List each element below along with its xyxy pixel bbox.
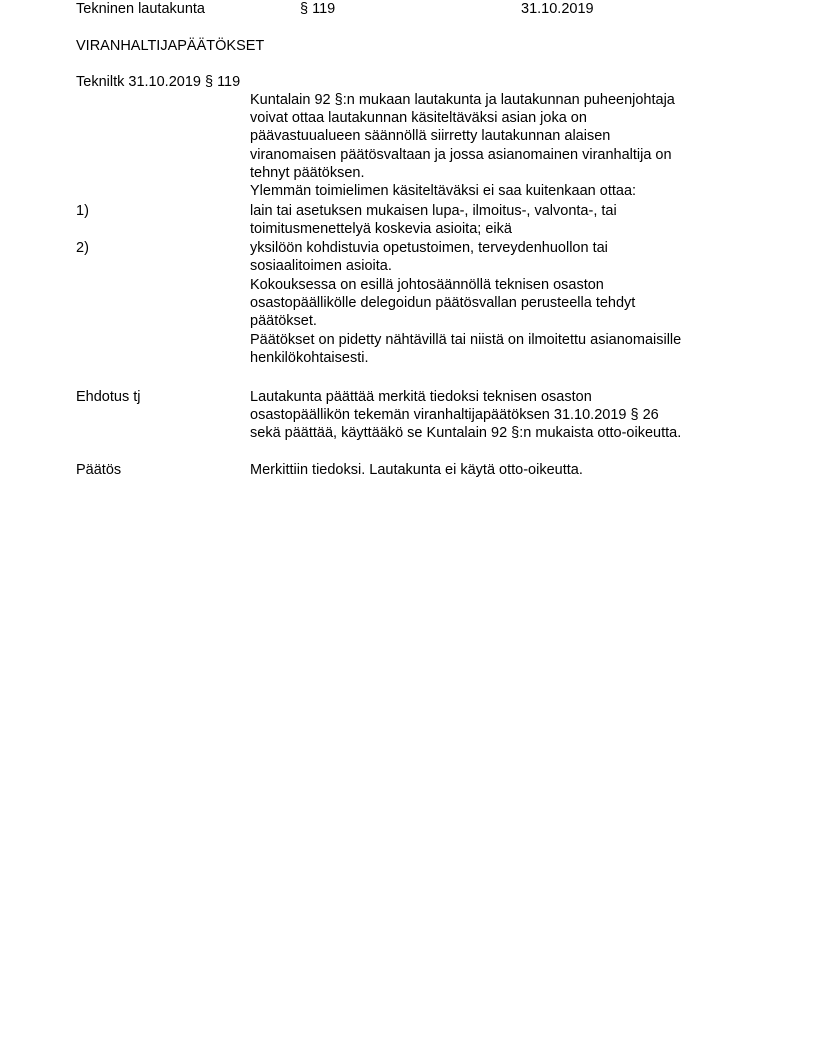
paragraph-line: Kokouksessa on esillä johtosäännöllä teknisen osaston [250,277,604,293]
section-number: § 119 [300,1,336,17]
committee-name: Tekninen lautakunta [76,1,205,17]
intro-line: päävastuualueen säännöllä siirretty lautakunnan alaisen [250,128,611,145]
item-line: toimitusmenettelyä koskevia asioita; eikä [250,221,512,238]
proposal-line: osastopäällikön tekemän viranhaltijapäätöksen 31.10.2019 § 26 [250,407,659,424]
paragraph-line: päätökset. [250,313,317,330]
item-number: 1) [76,203,89,219]
proposal-text [250,388,770,443]
proposal-line: sekä päättää, käyttääkö se Kuntalain 92 §:n mukaista otto-oikeutta. [250,425,682,442]
item-line: yksilöön kohdistuvia opetustoimen, terveydenhuollon tai [250,240,608,256]
item-line: sosiaalitoimen asioita. [250,258,392,275]
intro-line: viranomaisen päätösvaltaan ja jossa asianomainen viranhaltija on [250,146,672,163]
paragraph-line: osastopäällikölle delegoidun päätösvallan perusteella tehdyt [250,295,636,312]
item-number: 2) [76,240,89,256]
reference-line: Tekniltk 31.10.2019 § 119 [76,74,241,90]
intro-line: tehnyt päätöksen. [250,164,365,181]
proposal-label: Ehdotus tj [76,389,141,405]
delegation-paragraph [250,276,770,367]
intro-line: Kuntalain 92 §:n mukaan lautakunta ja lautakunnan puheenjohtaja [250,92,675,108]
item-line: lain tai asetuksen mukaisen lupa-, ilmoitus-, valvonta-, tai [250,203,617,219]
item-text [250,202,770,238]
decision-text [250,461,770,479]
intro-paragraph [250,91,770,200]
decision-label: Päätös [76,462,122,478]
meeting-date: 31.10.2019 [521,1,594,17]
intro-line: voivat ottaa lautakunnan käsiteltäväksi asian joka on [250,110,587,127]
paragraph-line: Päätökset on pidetty nähtävillä tai niistä on ilmoitettu asianomaisille [250,331,682,348]
proposal-line: Lautakunta päättää merkitä tiedoksi teknisen osaston [250,389,592,405]
page-title: VIRANHALTIJAPÄÄTÖKSET [76,38,265,54]
intro-line: Ylemmän toimielimen käsiteltäväksi ei saa kuitenkaan ottaa: [250,183,637,200]
decision-line: Merkittiin tiedoksi. Lautakunta ei käytä otto-oikeutta. [250,462,583,478]
paragraph-line: henkilökohtaisesti. [250,349,369,366]
item-text [250,239,770,275]
